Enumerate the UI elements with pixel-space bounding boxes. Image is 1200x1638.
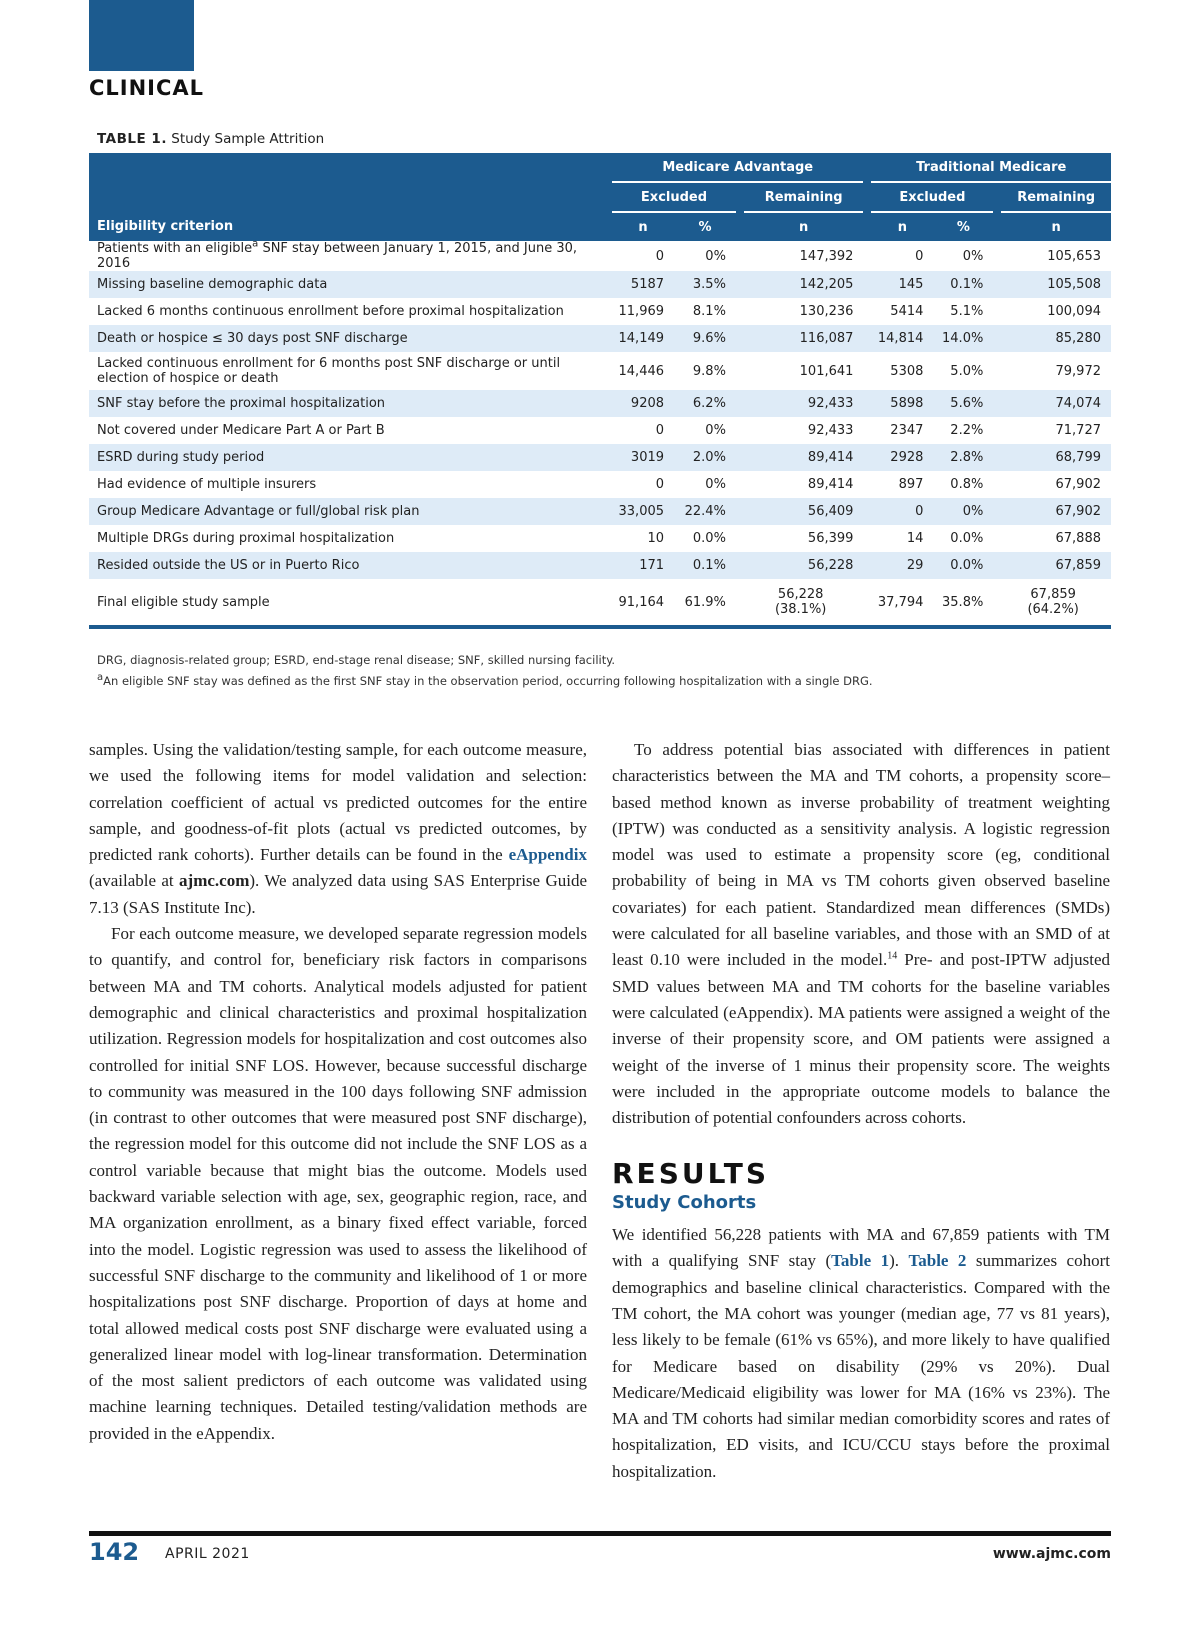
table-cell: 61.9% xyxy=(674,579,736,627)
subgroup-ma-excluded: Excluded xyxy=(612,182,736,212)
table-cell: 14,814 xyxy=(871,325,933,352)
table-cell: 14 xyxy=(906,531,924,546)
table-row xyxy=(89,444,1111,471)
paragraph: To address potential bias associated with differences in patient characteristics between the MA and TM cohorts, a propensity score–based method known as inverse probability of treatment weighting (IPTW) was conducted as a sensitivity analysis. A logistic regression model was used to estimate a propensity score (eg, conditional probability of being in MA vs TM cohorts given observed baseline covariates) for each patient. Standardized mean differences (SMDs) were calculated for all baseline variables, and those with an SMD of at least 0.10 were included in the model.$^{14}$ Pre- and post-IPTW adjusted SMD values between MA and TM cohorts for the baseline variables were calculated (eAppendix). MA patients were assigned a weight of the inverse of their propensity score, and OM patients were assigned a weight of the inverse of 1 minus their propensity score. The weights were included in the appropriate outcome models to balance the distribution of potential confounders across cohorts. xyxy=(612,740,1111,1128)
criterion-cell: Had evidence of multiple insurers xyxy=(97,477,317,492)
table-cell: 0% xyxy=(962,248,984,264)
criterion-cell: SNF stay before the proximal hospitalization xyxy=(89,390,612,417)
attrition-table xyxy=(89,153,1111,629)
table-cell: 5.1% xyxy=(950,304,984,319)
table-cell: 0 xyxy=(915,248,924,264)
footnote-abbreviations: DRG, diagnosis-related group; ESRD, end-stage renal disease; SNF, skilled nursing facility. xyxy=(97,653,616,667)
table-cell: 14,446 xyxy=(618,363,665,379)
table-cell: 9208 xyxy=(612,390,674,417)
table-row xyxy=(89,325,1111,352)
table-cell: 67,902 xyxy=(1055,477,1101,492)
column-header: n xyxy=(744,212,864,241)
table-cell: 0 xyxy=(871,498,933,525)
column-header: n xyxy=(612,212,674,241)
column-header: % xyxy=(933,212,993,241)
table-cell: 3019 xyxy=(612,444,674,471)
table-cell: 145 xyxy=(871,271,933,298)
table-cell: 5.0% xyxy=(950,363,984,379)
table-cell: 147,392 xyxy=(799,248,854,264)
table-cell: 37,794 xyxy=(871,579,933,627)
criterion-cell: Final eligible study sample xyxy=(89,579,612,627)
table-cell: 56,399 xyxy=(807,531,854,546)
table-column-header xyxy=(89,212,1111,241)
column-header: n xyxy=(871,212,933,241)
table-cell: 56,228 (38.1%) xyxy=(744,579,864,627)
table-cell: 105,653 xyxy=(1047,248,1101,264)
footnote-a: $^a$An eligible SNF stay was defined as the first SNF stay in the observation period, occurring following hospitalization with a single DRG. xyxy=(97,672,873,688)
table-row xyxy=(89,552,1111,579)
criterion-cell: Patients with an eligible$^a$ SNF stay between January 1, 2015, and June 30, 2016 xyxy=(97,238,578,271)
group-header-tm: Traditional Medicare xyxy=(871,153,1111,182)
table-cell: 0% xyxy=(705,248,726,264)
table-cell: 130,236 xyxy=(799,304,854,319)
table-cell: 0.8% xyxy=(950,477,984,492)
table-cell: 5.6% xyxy=(933,390,993,417)
paragraph: samples. Using the validation/testing sample, for each outcome measure, we used the following items for model validation and selection: correlation coefficient of actual vs predicted outcomes for the entire sample, and goodness-of-fit plots (actual vs predicted outcomes, by predicted rank cohorts). Further details can be found in the eAppendix (available at ajmc.com). We analyzed data using SAS Enterprise Guide 7.13 (SAS Institute Inc). xyxy=(89,740,588,917)
table-cell: 68,799 xyxy=(1001,444,1111,471)
table-cell: 9.8% xyxy=(692,363,726,379)
table-cell: 0% xyxy=(705,423,726,438)
criterion-cell: Lacked 6 months continuous enrollment before proximal hospitalization xyxy=(97,304,564,319)
table-cell: 79,972 xyxy=(1055,363,1101,379)
criterion-cell: Lacked continuous enrollment for 6 months post SNF discharge or until election of hospice or death xyxy=(97,356,561,386)
table-cell: 67,902 xyxy=(1001,498,1111,525)
table-cell: 9.6% xyxy=(674,325,736,352)
criterion-cell: ESRD during study period xyxy=(89,444,612,471)
table-cell: 71,727 xyxy=(1055,423,1101,438)
criterion-cell: Resided outside the US or in Puerto Rico xyxy=(89,552,612,579)
table-cell: 105,508 xyxy=(1001,271,1111,298)
table-cell: 0.0% xyxy=(692,531,726,546)
table-cell: 89,414 xyxy=(807,477,854,492)
table-cell: 92,433 xyxy=(744,390,864,417)
table-cell: 2347 xyxy=(890,423,924,438)
table-cell: 100,094 xyxy=(1047,304,1101,319)
issue-date: APRIL 2021 xyxy=(165,1546,250,1562)
table-cell: 11,969 xyxy=(618,304,665,319)
table-cell: 116,087 xyxy=(744,325,864,352)
table-row xyxy=(89,271,1111,298)
table-cell: 35.8% xyxy=(933,579,993,627)
results-heading: RESULTS xyxy=(612,1157,770,1191)
header-color-block xyxy=(89,0,194,71)
table-row xyxy=(89,417,1111,444)
table-cell: 8.1% xyxy=(692,304,726,319)
table-cell: 92,433 xyxy=(807,423,854,438)
table-cell: 0 xyxy=(655,423,665,438)
table-cell: 33,005 xyxy=(612,498,674,525)
group-header-ma: Medicare Advantage xyxy=(612,153,863,182)
table-cell: 91,164 xyxy=(612,579,674,627)
criterion-cell: Missing baseline demographic data xyxy=(89,271,612,298)
table-cell: 2.2% xyxy=(950,423,984,438)
table-cell: 2.8% xyxy=(933,444,993,471)
eappendix-link[interactable]: eAppendix xyxy=(508,845,587,865)
table-cell: 10 xyxy=(647,531,665,546)
table-cell: 29 xyxy=(871,552,933,579)
column-header: % xyxy=(674,212,736,241)
section-label: CLINICAL xyxy=(89,76,205,100)
table-cell: 74,074 xyxy=(1001,390,1111,417)
table-cell: 101,641 xyxy=(799,363,854,379)
table-cell: 2.0% xyxy=(674,444,736,471)
citation-ref: 14 xyxy=(887,950,898,962)
body-column-right xyxy=(612,737,1110,1485)
paragraph: For each outcome measure, we developed separate regression models to quantify, and control for, beneficiary risk factors in comparisons between MA and TM cohorts. Analytical models adjusted for patient demographic and clinical characteristics and proximal hospitalization utilization. Regression models for hospitalization and cost outcomes also controlled for initial SNF LOS. However, because successful discharge to community was measured in the 100 days following SNF admission (in contrast to other outcomes that were measured post SNF discharge), the regression model for this outcome did not include the SNF LOS as a control variable because that might bias the outcome. Models used backward variable selection with age, sex, geographic region, race, and MA organization enrollment, as a binary fixed effect variable, forced into the model. Logistic regression was used to assess the likelihood of successful SNF discharge to the community and likelihood of 1 or more hospitalizations post SNF discharge. Proportion of days at home and total allowed medical costs post SNF discharge were evaluated using a generalized linear model with log-linear transformation. Determination of the most salient predictors of each outcome was validated using machine learning techniques. Detailed testing/validation methods are provided in the eAppendix. xyxy=(89,924,587,1443)
study-cohorts-heading: Study Cohorts xyxy=(612,1191,757,1213)
table-cell: 22.4% xyxy=(674,498,736,525)
criterion-cell: Group Medicare Advantage or full/global risk plan xyxy=(89,498,612,525)
table-caption xyxy=(97,131,324,147)
subgroup-tm-remaining: Remaining xyxy=(1001,182,1111,212)
criterion-cell: Death or hospice ≤ 30 days post SNF discharge xyxy=(89,325,612,352)
table-group-header xyxy=(89,153,1111,182)
column-header: Eligibility criterion xyxy=(89,212,612,241)
table-footnotes xyxy=(97,650,873,692)
table-cell: 0.0% xyxy=(933,552,993,579)
criterion-cell: Multiple DRGs during proximal hospitalization xyxy=(97,531,395,546)
table-row xyxy=(89,471,1111,498)
table-2-link[interactable]: Table 2 xyxy=(908,1251,967,1271)
table-body xyxy=(89,238,1111,627)
column-header: n xyxy=(1001,212,1111,241)
table-cell: 56,228 xyxy=(744,552,864,579)
body-column-left xyxy=(89,737,587,1447)
table-title: Study Sample Attrition xyxy=(171,131,325,147)
table-row xyxy=(89,241,1111,271)
page-number: 142 xyxy=(89,1538,140,1566)
table-cell: 5187 xyxy=(612,271,674,298)
table-row xyxy=(89,579,1111,627)
table-cell: 142,205 xyxy=(744,271,864,298)
table-cell: 67,888 xyxy=(1055,531,1101,546)
table-1-link[interactable]: Table 1 xyxy=(831,1251,890,1271)
table-label: TABLE 1. xyxy=(97,131,167,147)
table-cell: 5308 xyxy=(890,363,924,379)
table-cell: 0% xyxy=(705,477,726,492)
table-cell: 2928 xyxy=(871,444,933,471)
table-cell: 6.2% xyxy=(674,390,736,417)
table-cell: 0.0% xyxy=(950,531,984,546)
ajmc-link[interactable]: ajmc.com xyxy=(179,871,250,891)
table-cell: 171 xyxy=(612,552,674,579)
table-cell: 0 xyxy=(655,248,665,264)
table-row xyxy=(89,525,1111,552)
table-cell: 14.0% xyxy=(933,325,993,352)
footer-rule xyxy=(89,1531,1111,1536)
footnote-marker: a xyxy=(97,672,104,684)
table-cell: 67,859 xyxy=(1001,552,1111,579)
table-cell: 897 xyxy=(898,477,924,492)
table-cell: 14,149 xyxy=(612,325,674,352)
subgroup-ma-remaining: Remaining xyxy=(744,182,864,212)
table-subgroup-header xyxy=(89,182,1111,212)
table-cell: 0.1% xyxy=(933,271,993,298)
table-cell: 3.5% xyxy=(674,271,736,298)
table-cell: 89,414 xyxy=(744,444,864,471)
table-cell: 85,280 xyxy=(1001,325,1111,352)
table-row xyxy=(89,390,1111,417)
subgroup-tm-excluded: Excluded xyxy=(871,182,993,212)
table-row xyxy=(89,498,1111,525)
table-cell: 0.1% xyxy=(674,552,736,579)
table-cell: 67,859 (64.2%) xyxy=(1001,579,1111,627)
paragraph: We identified 56,228 patients with MA and 67,859 patients with TM with a qualifying SNF stay (Table 1). Table 2 summarizes cohort demographics and baseline clinical characteristics. Compared with the TM cohort, the MA cohort was younger (median age, 77 vs 81 years), less likely to be female (61% vs 65%), and more likely to have qualified for Medicare based on disability (29% vs 20%). Dual Medicare/Medicaid eligibility was lower for MA (16% vs 23%). The MA and TM cohorts had similar median comorbidity scores and rates of hospitalization, ED visits, and ICU/CCU stays before the proximal hospitalization. xyxy=(612,1225,1110,1481)
table-cell: 5898 xyxy=(871,390,933,417)
table-cell: 0 xyxy=(655,477,665,492)
table-cell: 0% xyxy=(933,498,993,525)
table-row xyxy=(89,298,1111,325)
journal-url: www.ajmc.com xyxy=(992,1546,1111,1562)
table-cell: 5414 xyxy=(890,304,924,319)
table-cell: 56,409 xyxy=(744,498,864,525)
table-row xyxy=(89,352,1111,390)
criterion-cell: Not covered under Medicare Part A or Part B xyxy=(97,423,385,438)
